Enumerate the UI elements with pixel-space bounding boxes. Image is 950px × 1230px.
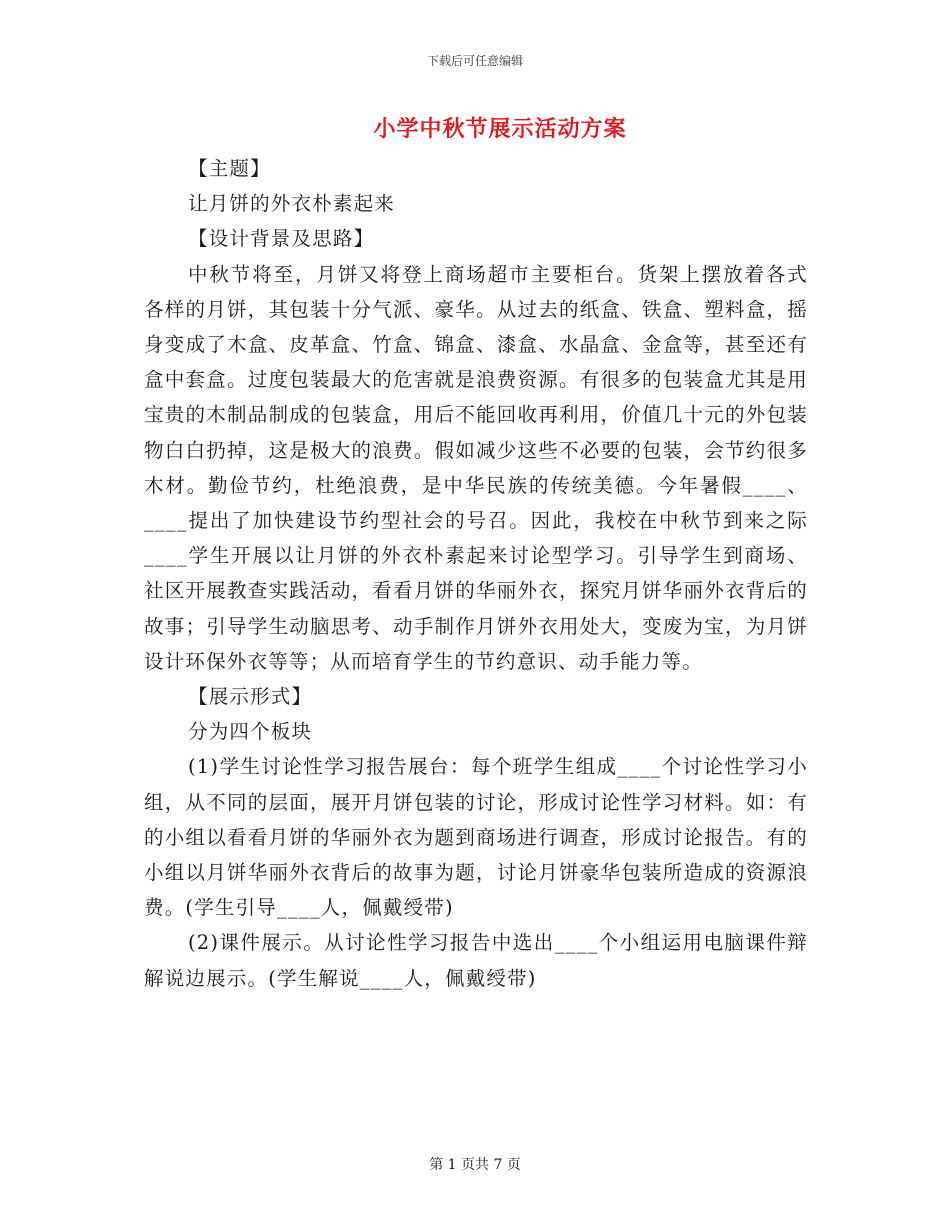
page-header-note: 下载后可任意编辑 [426,54,523,68]
section-heading-background: 【设计背景及思路】 [188,227,375,251]
section-heading-format: 【展示形式】 [188,685,313,709]
page-number: 第 1 页共 7 页 [429,1157,521,1173]
section-heading-theme: 【主题】 [188,157,271,180]
format-item-2: (2)课件展示。从讨论性学习报告中选出____个小组运用电脑课件辩解说边展示。(学生解说____人，佩戴绶带) [144,931,808,990]
format-item-1: (1)学生讨论性学习报告展台：每个班学生组成____个讨论性学习小组，从不同的层面，展开月饼包装的讨论，形成讨论性学习材料。如：有的小组以看看月饼的华丽外衣为题到商场进行调查，形成讨论报告。有的小组以月饼华丽外衣背后的故事为题，讨论月饼豪华包装所造成的资源浪费。(学生引导____人，佩戴绶带) [144,755,808,920]
background-paragraph: 中秋节将至，月饼又将登上商场超市主要柜台。货架上摆放着各式各样的月饼，其包装十分气派、豪华。从过去的纸盒、铁盒、塑料盒，摇身变成了木盒、皮革盒、竹盒、锦盒、漆盒、水晶盒、金盒等，甚至还有盒中套盒。过度包装最大的危害就是浪费资源。有很多的包装盒尤其是用宝贵的木制品制成的包装盒，用后不能回收再利用，价值几十元的外包装物白白扔掉，这是极大的浪费。假如减少这些不必要的包装，会节约很多木材。勤俭节约，杜绝浪费，是中华民族的传统美德。今年暑假____、____提出了加快建设节约型社会的号召。因此，我校在中秋节到来之际____学生开展以让月饼的外衣朴素起来讨论型学习。引导学生到商场、社区开展教查实践活动，看看月饼的华丽外衣，探究月饼华丽外衣背后的故事；引导学生动脑思考、动手制作月饼外衣用处大，变废为宝，为月饼设计环保外衣等等；从而培育学生的节约意识、动手能力等。 [144,262,808,673]
document-title: 小学中秋节展示活动方案 [373,116,627,142]
format-intro: 分为四个板块 [188,720,313,744]
document-body [144,151,808,996]
theme-text: 让月饼的外衣朴素起来 [188,192,396,216]
